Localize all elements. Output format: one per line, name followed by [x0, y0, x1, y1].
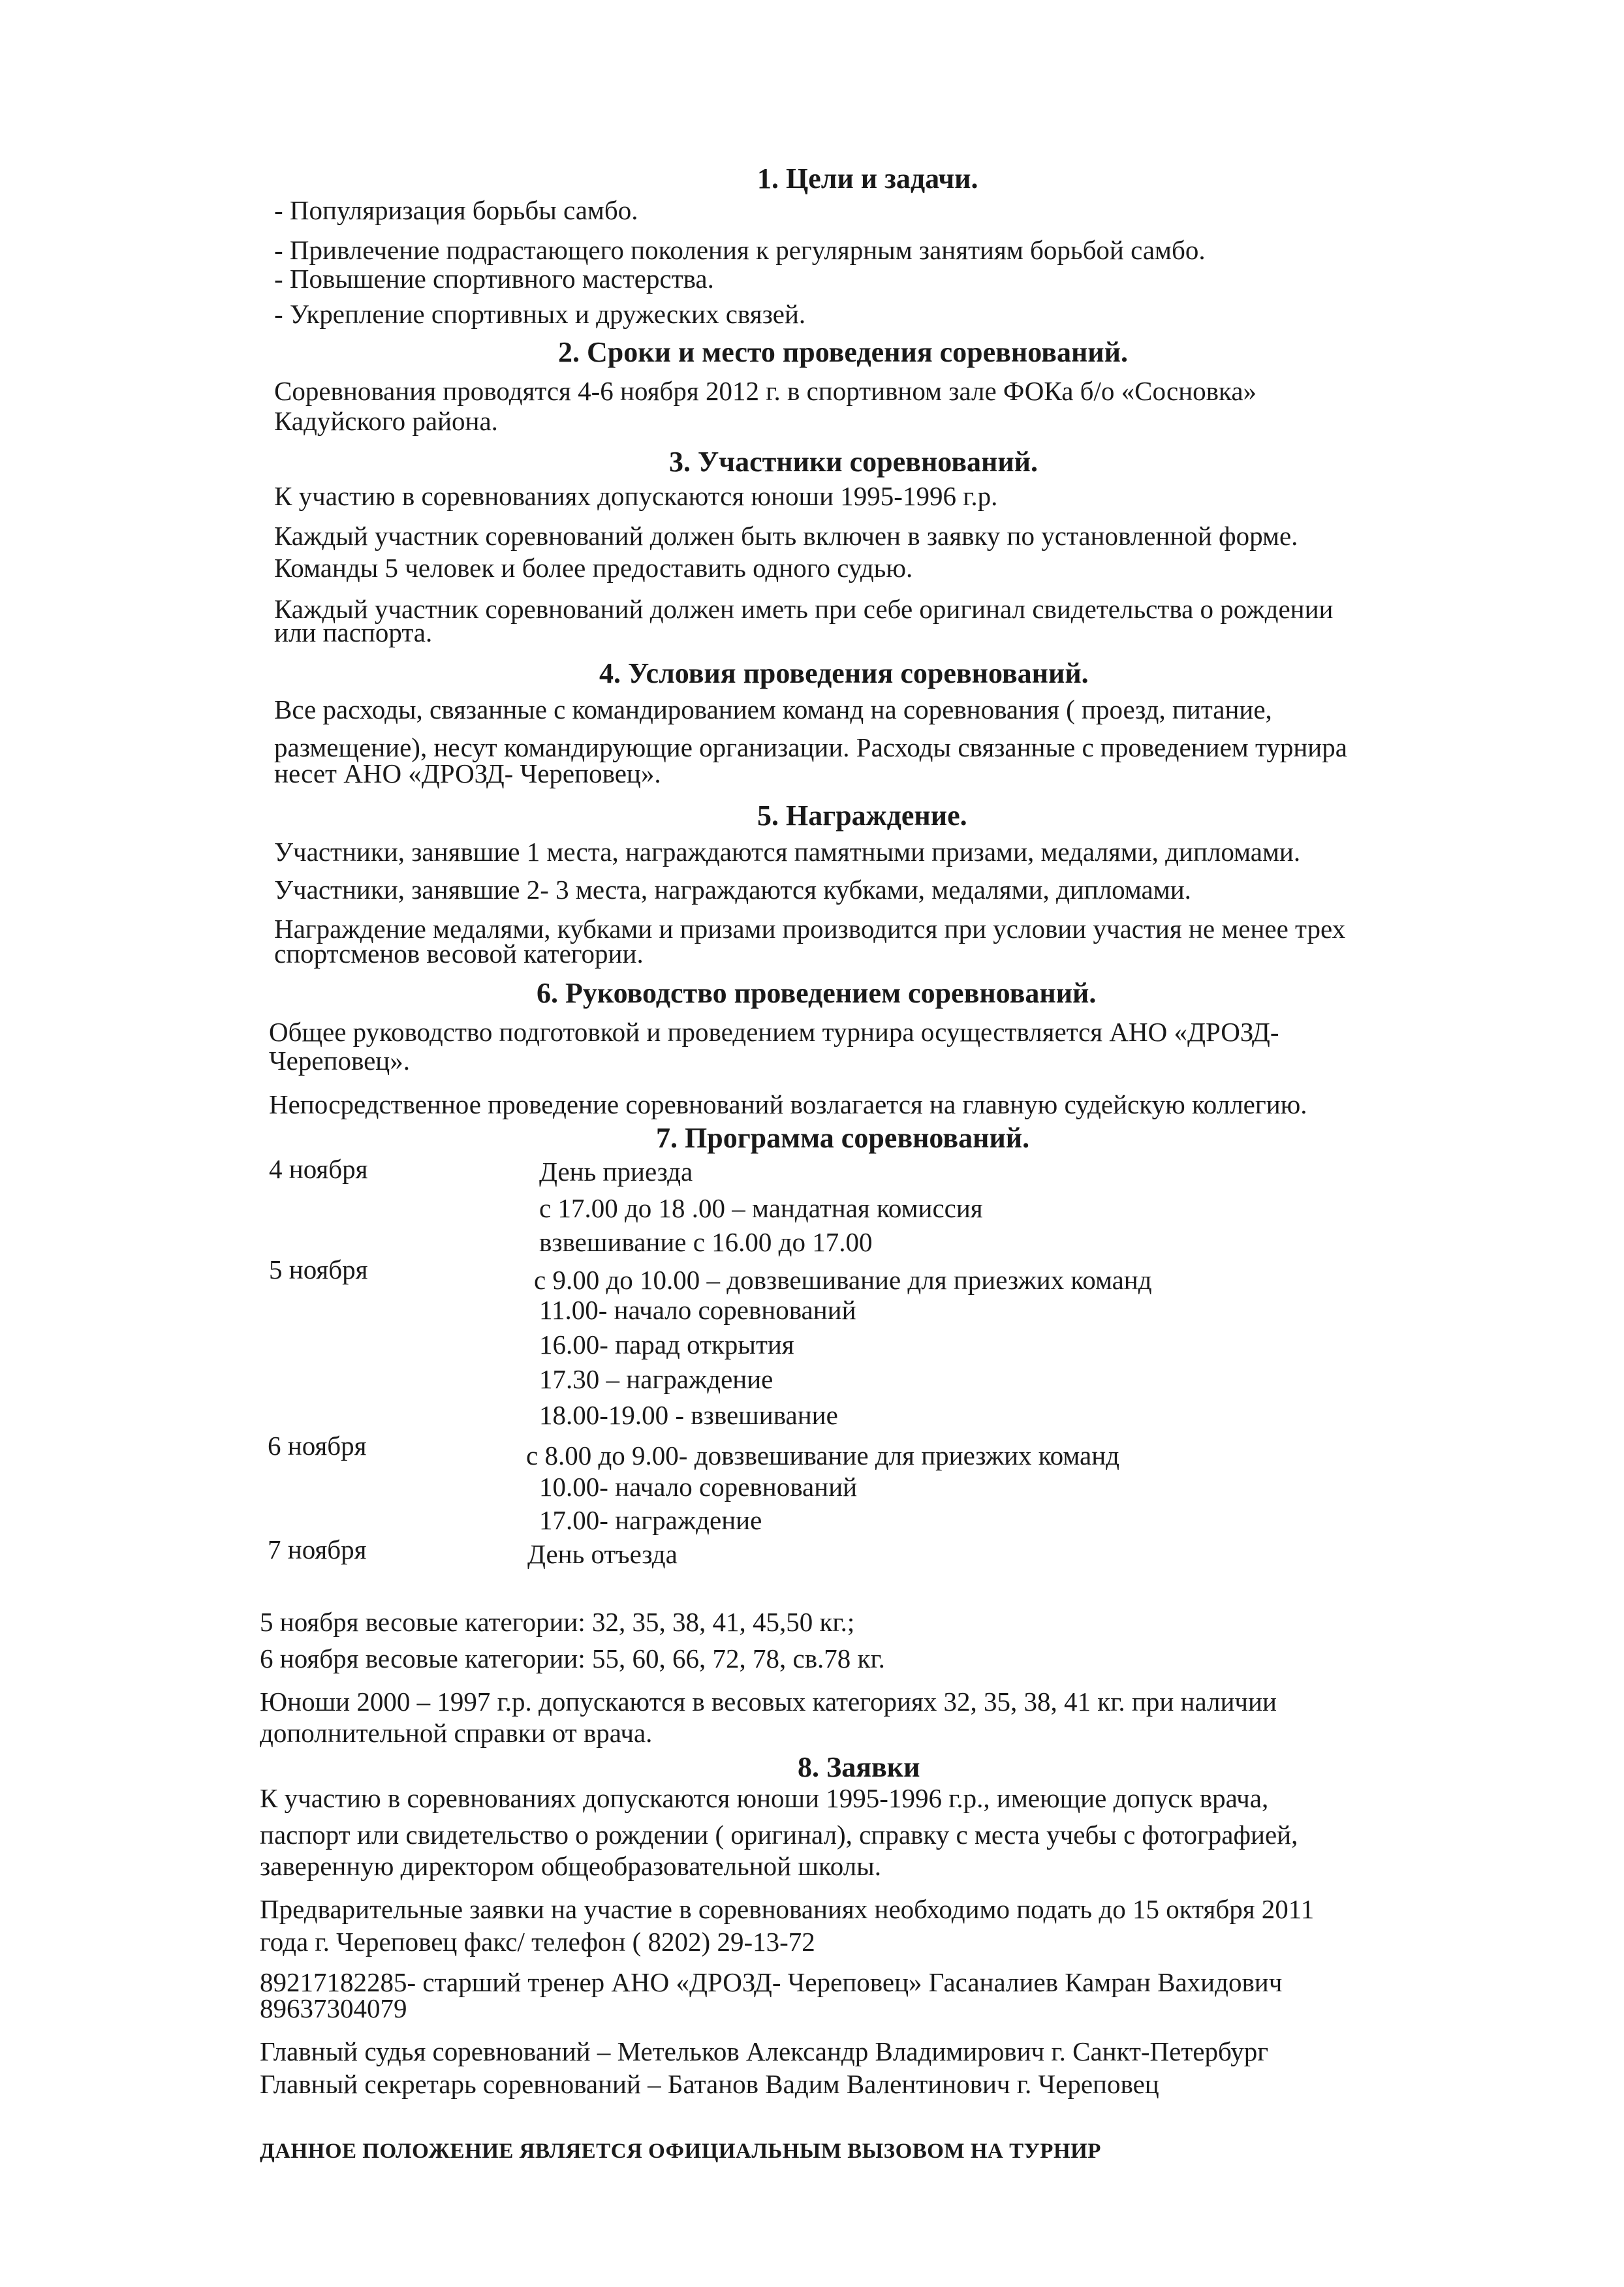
schedule-item: 10.00- начало соревнований	[539, 1472, 858, 1502]
section-1-title: 1. Цели и задачи.	[757, 163, 978, 194]
section-7-title: 7. Программа соревнований.	[656, 1122, 1030, 1154]
section-8-title: 8. Заявки	[798, 1751, 920, 1783]
section-8-line: заверенную директором общеобразовательной школы.	[260, 1851, 881, 1881]
section-2-line: Кадуйского района.	[274, 406, 498, 436]
section-6-line: Непосредственное проведение соревнований возлагается на главную судейскую коллегию.	[269, 1089, 1307, 1119]
schedule-date: 4 ноября	[269, 1154, 368, 1184]
section-4-line: Все расходы, связанные с командированием команд на соревнования ( проезд, питание,	[274, 694, 1272, 724]
section-5-line: Участники, занявшие 1 места, награждаются памятными призами, медалями, дипломами.	[274, 837, 1301, 867]
schedule-date: 7 ноября	[268, 1534, 367, 1564]
schedule-item: 18.00-19.00 - взвешивание	[539, 1400, 838, 1430]
schedule-item: 17.30 – награждение	[539, 1364, 773, 1394]
section-6-line: Общее руководство подготовкой и проведением турнира осуществляется АНО «ДРОЗД-	[269, 1017, 1279, 1047]
section-8-line: Главный секретарь соревнований – Батанов Вадим Валентинович г. Череповец	[260, 2069, 1159, 2099]
section-2-line: Соревнования проводятся 4-6 ноября 2012 г. в спортивном зале ФОКа б/о «Сосновка»	[274, 376, 1257, 406]
section-8-line: года г. Череповец факс/ телефон ( 8202) 29-13-72	[260, 1927, 815, 1957]
section-5-title: 5. Награждение.	[757, 800, 967, 832]
section-3-line: К участию в соревнованиях допускаются юноши 1995-1996 г.р.	[274, 481, 998, 511]
section-8-line: 89637304079	[260, 1993, 407, 2023]
schedule-item: День приезда	[539, 1157, 693, 1187]
section-4-line: несет АНО «ДРОЗД- Череповец».	[274, 758, 661, 788]
section-6-line: Череповец».	[269, 1046, 410, 1076]
weight-categories-line: 5 ноября весовые категории: 32, 35, 38, 41, 45,50 кг.;	[260, 1607, 855, 1637]
weight-categories-line: 6 ноября весовые категории: 55, 60, 66, 72, 78, св.78 кг.	[260, 1643, 885, 1673]
schedule-item: взвешивание с 16.00 до 17.00	[539, 1227, 873, 1257]
section-8-line: Главный судья соревнований – Метельков Александр Владимирович г. Санкт-Петербург	[260, 2036, 1269, 2066]
section-8-line: К участию в соревнованиях допускаются юноши 1995-1996 г.р., имеющие допуск врача,	[260, 1783, 1269, 1813]
schedule-item: с 9.00 до 10.00 – довзвешивание для приезжих команд	[534, 1265, 1152, 1295]
weight-categories-line: дополнительной справки от врача.	[260, 1718, 653, 1748]
section-3-title: 3. Участники соревнований.	[669, 446, 1038, 478]
section-8-line: паспорт или свидетельство о рождении ( оригинал), справку с места учебы с фотографией,	[260, 1820, 1298, 1850]
section-2-title: 2. Сроки и место проведения соревнований.	[558, 336, 1128, 368]
section-1-line: - Популяризация борьбы самбо.	[274, 195, 638, 225]
section-3-line: Команды 5 человек и более предоставить одного судью.	[274, 553, 913, 583]
schedule-item: 17.00- награждение	[539, 1505, 762, 1535]
section-3-line: или паспорта.	[274, 617, 433, 647]
section-4-title: 4. Условия проведения соревнований.	[599, 657, 1089, 689]
section-5-line: спортсменов весовой категории.	[274, 939, 644, 969]
section-3-line: Каждый участник соревнований должен иметь при себе оригинал свидетельства о рождении	[274, 594, 1334, 624]
section-1-line: - Привлечение подрастающего поколения к регулярным занятиям борьбой самбо.	[274, 235, 1206, 265]
section-8-line: Предварительные заявки на участие в соревнованиях необходимо подать до 15 октября 2011	[260, 1894, 1315, 1924]
section-3-line: Каждый участник соревнований должен быть включен в заявку по установленной форме.	[274, 521, 1298, 551]
schedule-item: День отъезда	[527, 1539, 678, 1569]
section-4-line: размещение), несут командирующие организации. Расходы связанные с проведением турнира	[274, 732, 1347, 762]
schedule-item: с 17.00 до 18 .00 – мандатная комиссия	[539, 1193, 983, 1223]
section-6-title: 6. Руководство проведением соревнований.	[537, 977, 1097, 1009]
section-5-line: Награждение медалями, кубками и призами производится при условии участия не менее трех	[274, 914, 1346, 944]
schedule-item: с 8.00 до 9.00- довзвешивание для приезжих команд	[526, 1440, 1120, 1470]
section-1-line: - Повышение спортивного мастерства.	[274, 264, 714, 294]
schedule-item: 16.00- парад открытия	[539, 1330, 794, 1360]
section-8-line: 89217182285- старший тренер АНО «ДРОЗД- Череповец» Гасаналиев Камран Вахидович	[260, 1967, 1283, 1997]
section-1-line: - Укрепление спортивных и дружеских связей.	[274, 299, 806, 329]
official-call-notice: ДАННОЕ ПОЛОЖЕНИЕ ЯВЛЯЕТСЯ ОФИЦИАЛЬНЫМ ВЫЗОВОМ НА ТУРНИР	[260, 2139, 1101, 2163]
schedule-item: 11.00- начало соревнований	[539, 1295, 856, 1325]
schedule-date: 5 ноября	[269, 1254, 368, 1284]
weight-categories-line: Юноши 2000 – 1997 г.р. допускаются в весовых категориях 32, 35, 38, 41 кг. при наличии	[260, 1687, 1277, 1717]
schedule-date: 6 ноября	[268, 1431, 367, 1461]
section-5-line: Участники, занявшие 2- 3 места, награждаются кубками, медалями, дипломами.	[274, 875, 1191, 905]
